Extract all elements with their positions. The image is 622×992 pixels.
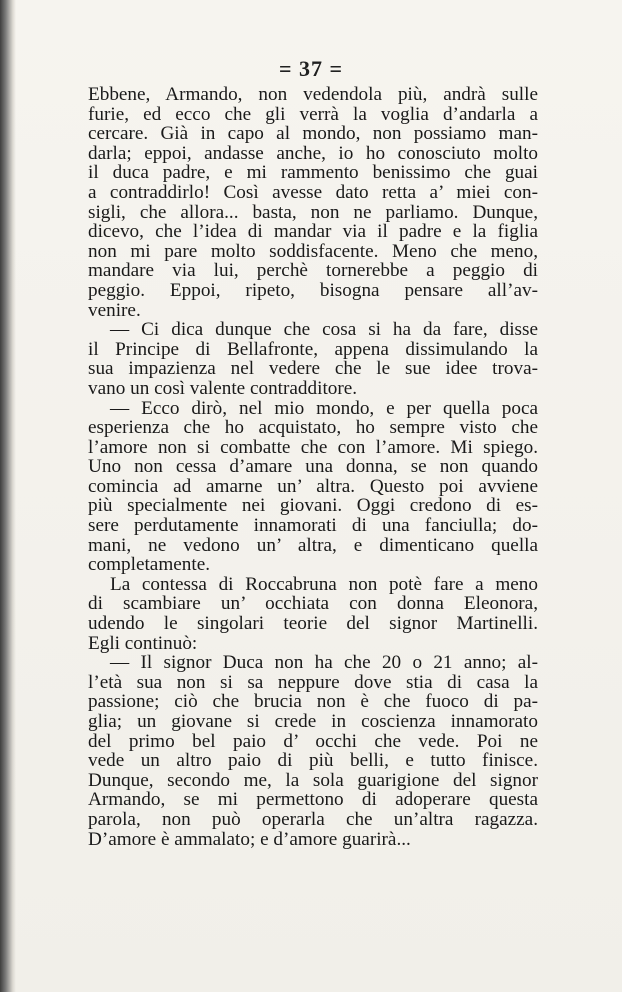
text-line: Armando, se mi permettono di adoperare questa (88, 789, 538, 811)
text-line: parola, non può operarla che un’altra ragazza. (88, 808, 538, 830)
text-line: comincia ad amarne un’ altra. Questo poi avviene (88, 475, 538, 497)
text-line: di scambiare un’ occhiata con donna Eleonora, (88, 593, 538, 615)
text-line: Egli continuò: (88, 632, 198, 654)
text-line: vano un così valente contradditore. (88, 377, 358, 399)
text-line: dicevo, che l’idea di mandar via il padre e la figlia (88, 221, 538, 243)
text-line: mani, ne vedono un’ altra, e dimenticano quella (88, 534, 538, 556)
text-line: vede un altro paio di più belli, e tutto finisce. (88, 750, 538, 772)
text-line: sigli, che allora... basta, non ne parliamo. Dunque, (88, 201, 538, 223)
text-line: cercare. Già in capo al mondo, non possiamo man- (88, 123, 538, 145)
text-line: La contessa di Roccabruna non potè fare a meno (110, 573, 538, 595)
text-line: il duca padre, e mi rammento benissimo che guai (88, 162, 538, 184)
page-binding-shadow (0, 0, 16, 992)
text-line: — Il signor Duca non ha che 20 o 21 anno; al- (110, 652, 538, 674)
text-line: peggio. Eppoi, ripeto, bisogna pensare all’av- (88, 279, 538, 301)
text-line: passione; ciò che brucia non è che fuoco di pa- (88, 691, 538, 713)
text-line: Ebbene, Armando, non vedendola più, andrà sulle (88, 84, 538, 105)
text-line: l’età sua non si sa neppure dove stia di casa la (88, 671, 538, 693)
text-line: sua impazienza nel vedere che le sue idee trova- (88, 358, 538, 380)
text-line: a contraddirlo! Così avesse dato retta a’ miei con- (88, 181, 538, 203)
text-line: furie, ed ecco che gli verrà la voglia d’andarla a (88, 103, 538, 125)
text-line: il Principe di Bellafronte, appena dissimulando la (88, 338, 538, 360)
text-line: venire. (88, 299, 141, 321)
text-line: Uno non cessa d’amare una donna, se non quando (88, 456, 538, 478)
text-line: esperienza che ho acquistato, ho sempre visto che (88, 417, 538, 439)
text-line: — Ecco dirò, nel mio mondo, e per quella poca (110, 397, 538, 419)
text-line: sere perdutamente innamorati di una fanciulla; do- (88, 515, 538, 537)
page-number: = 37 = (278, 56, 344, 81)
text-line: udendo le singolari teorie del signor Martinelli. (88, 613, 538, 635)
text-line: non mi pare molto soddisfacente. Meno che meno, (88, 240, 538, 262)
text-line: Dunque, secondo me, la sola guarigione del signor (88, 769, 538, 791)
text-line: completamente. (88, 554, 211, 576)
text-line: darla; eppoi, andasse anche, io ho conosciuto molto (88, 142, 538, 164)
text-line: l’amore non si combatte che con l’amore. Mi spiego. (88, 436, 538, 458)
text-line: — Ci dica dunque che cosa si ha da fare, disse (110, 319, 538, 341)
text-line: del primo bel paio d’ occhi che vede. Poi ne (88, 730, 538, 752)
text-line: glia; un giovane si crede in coscienza innamorato (88, 711, 538, 732)
text-line: D’amore è ammalato; e d’amore guarirà... (88, 828, 411, 850)
text-line: più specialmente nei giovani. Oggi credono di es- (88, 495, 538, 517)
text-line: mandare via lui, perchè tornerebbe a peggio di (88, 260, 538, 282)
body-text (88, 85, 538, 849)
